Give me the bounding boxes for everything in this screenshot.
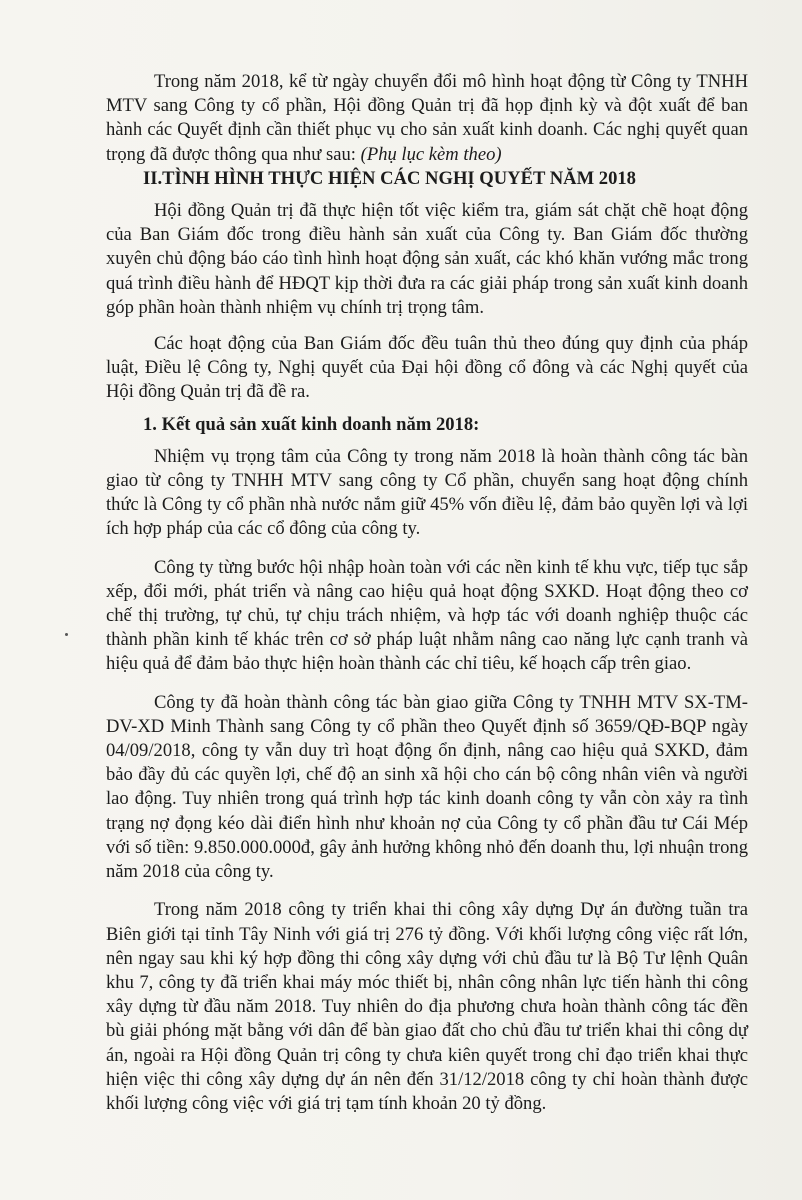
document-body — [106, 70, 748, 1116]
paragraph-supervision: Hội đồng Quản trị đã thực hiện tốt việc kiểm tra, giám sát chặt chẽ hoạt động của Ban Giám đốc trong điều hành sản xuất của Công ty. Ban Giám đốc thường xuyên chủ động báo cáo tình hình hoạt động sản xuất, các khó khăn vướng mắc trong quá trình điều hành để HĐQT kịp thời đưa ra các giải pháp trong sản xuất kinh doanh góp phần hoàn thành nhiệm vụ chính trị trọng tâm. — [106, 200, 748, 318]
paragraph-compliance: Các hoạt động của Ban Giám đốc đều tuân thủ theo đúng quy định của pháp luật, Điều lệ Công ty, Nghị quyết của Đại hội đồng cổ đông và các Nghị quyết của Hội đồng Quản trị đã đề ra. — [106, 333, 748, 403]
paragraph-intro-text: Trong năm 2018, kể từ ngày chuyển đổi mô hình hoạt động từ Công ty TNHH MTV sang Công ty cổ phần, Hội đồng Quản trị đã họp định kỳ và đột xuất để ban hành các Quyết định cần thiết phục vụ cho sản xuất kinh doanh. Các nghị quyết quan trọng đã được thông qua như sau: — [106, 71, 748, 165]
paragraph-intro — [106, 70, 748, 167]
paragraph-key-task: Nhiệm vụ trọng tâm của Công ty trong năm 2018 là hoàn thành công tác bàn giao từ công ty TNHH MTV sang công ty Cổ phần, chuyển sang hoạt động chính thức là Công ty cổ phần nhà nước nắm giữ 45% vốn điều lệ, đảm bảo quyền lợi và lợi ích hợp pháp của các cổ đông của công ty. — [106, 445, 748, 540]
scan-speck — [65, 633, 68, 636]
paragraph-handover: Công ty đã hoàn thành công tác bàn giao giữa Công ty TNHH MTV SX-TM-DV-XD Minh Thành sang Công ty cổ phần theo Quyết định số 3659/QĐ-BQP ngày 04/09/2018, công ty vẫn duy trì hoạt động ổn định, nâng cao hiệu quả SXKD, đảm bảo đầy đủ các quyền lợi, chế độ an sinh xã hội cho cán bộ công nhân viên và người lao động. Tuy nhiên trong quá trình hợp tác kinh doanh công ty vẫn còn xảy ra tình trạng nợ đọng kéo dài điển hình như khoản nợ của Công ty cổ phần đầu tư Cái Mép với số tiền: 9.850.000.000đ, gây ảnh hưởng không nhỏ đến doanh thu, lợi nhuận trong năm 2018 của công ty. — [106, 691, 748, 883]
paragraph-integration: Công ty từng bước hội nhập hoàn toàn với các nền kinh tế khu vực, tiếp tục sắp xếp, đổi mới, phát triển và nâng cao hiệu quả hoạt động SXKD. Hoạt động theo cơ chế thị trường, tự chủ, tự chịu trách nhiệm, và hợp tác với doanh nghiệp thuộc các thành phần kinh tế khác trên cơ sở pháp luật nhằm nâng cao năng lực cạnh tranh và hiệu quả để đảm bảo thực hiện hoàn thành các chỉ tiêu, kế hoạch cấp trên giao. — [106, 556, 748, 675]
paragraph-border-road-project: Trong năm 2018 công ty triển khai thi công xây dựng Dự án đường tuần tra Biên giới tại tỉnh Tây Ninh với giá trị 276 tỷ đồng. Với khối lượng công việc rất lớn, nên ngay sau khi ký hợp đồng thi công xây dựng với chủ đầu tư là Bộ Tư lệnh Quân khu 7, công ty đã triển khai máy móc thiết bị, nhân công nhân lực tiến hành thi công xây dựng từ đầu năm 2018. Tuy nhiên do địa phương chưa hoàn thành công tác đền bù giải phóng mặt bằng với dân để bàn giao đất cho chủ đầu tư triển khai thi công dự án, ngoài ra Hội đồng Quản trị công ty chưa kiên quyết trong chỉ đạo triển khai thực hiện việc thi công xây dựng dự án nên đến 31/12/2018 công ty chỉ hoàn thành được khối lượng công việc với giá trị tạm tính khoản 20 tỷ đồng. — [106, 899, 748, 1114]
section-heading-2: II.TÌNH HÌNH THỰC HIỆN CÁC NGHỊ QUYẾT NĂM 2018 — [143, 167, 636, 189]
appendix-note: (Phụ lục kèm theo) — [360, 143, 502, 165]
subsection-heading-1: 1. Kết quả sản xuất kinh doanh năm 2018: — [143, 413, 480, 435]
